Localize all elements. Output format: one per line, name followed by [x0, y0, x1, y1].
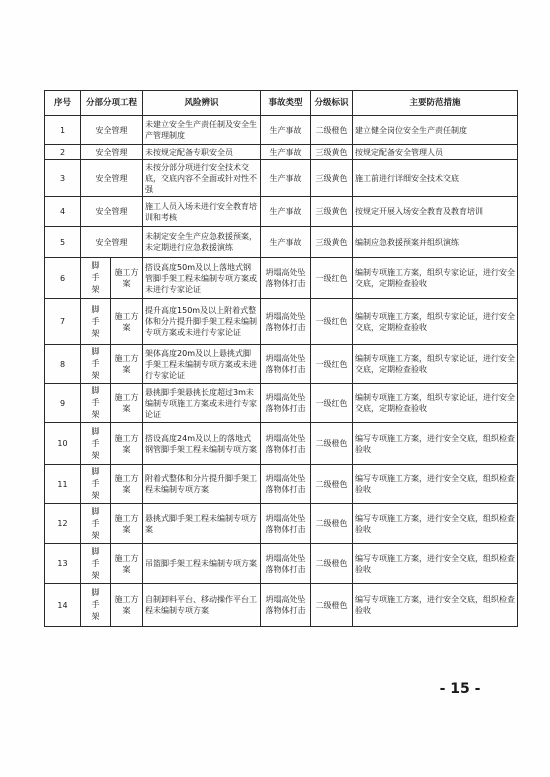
table-header-row: [45, 91, 518, 116]
serial-number-cell: 13: [45, 544, 81, 584]
risk-cell: 搭设高度24m及以上的落地式钢管脚手架工程未编制专项方案: [143, 423, 261, 465]
measure-cell: 编制应急救援预案并组织演练: [353, 227, 518, 258]
table-row: [45, 384, 518, 423]
table-row: [45, 116, 518, 145]
header-level-mark: 分级标识: [311, 91, 353, 116]
risk-table: [44, 90, 518, 627]
table-row: [45, 160, 518, 197]
category-cell: [81, 544, 111, 584]
project-cell: 安全管理: [81, 145, 143, 160]
accident-type-cell: 生产事故: [261, 160, 311, 197]
accident-type-cell: 坍塌高处坠落物体打击: [261, 504, 311, 544]
sub-project-cell: 施工方案: [111, 584, 143, 627]
measure-cell: 编写专项施工方案，进行安全交底，组织检查验收: [353, 544, 518, 584]
table-row: [45, 227, 518, 258]
accident-type-cell: 生产事故: [261, 227, 311, 258]
accident-type-cell: 坍塌高处坠落物体打击: [261, 423, 311, 465]
category-label: 脚 手 架: [91, 506, 100, 540]
risk-cell: 搭设高度50m及以上落地式钢管脚手架工程未编制专项方案或未进行专家论证: [143, 258, 261, 299]
risk-cell: 未建立安全生产责任制及安全生产管理制度: [143, 116, 261, 145]
category-label: 脚 手 架: [91, 426, 100, 460]
sub-project-cell: 施工方案: [111, 384, 143, 423]
serial-number-cell: 4: [45, 197, 81, 227]
sub-project-cell: 施工方案: [111, 345, 143, 384]
category-cell: [81, 299, 111, 345]
header-main-measures: 主要防范措施: [353, 91, 518, 116]
sub-project-cell: 施工方案: [111, 544, 143, 584]
measure-cell: 编写专项施工方案，进行安全交底，组织检查验收: [353, 465, 518, 504]
project-cell: 安全管理: [81, 197, 143, 227]
accident-type-cell: 生产事故: [261, 145, 311, 160]
accident-type-cell: 坍塌高处坠落物体打击: [261, 258, 311, 299]
table-row: [45, 345, 518, 384]
risk-cell: 提升高度150m及以上附着式整体和分片提升脚手架工程未编制专项方案或未进行专家论证: [143, 299, 261, 345]
level-cell: 三级黄色: [311, 160, 353, 197]
risk-cell: 未按规定配备专职安全员: [143, 145, 261, 160]
risk-cell: 吊篮脚手架工程未编制专项方案: [143, 544, 261, 584]
measure-cell: 按规定开展入场安全教育及教育培训: [353, 197, 518, 227]
category-label: 脚 手 架: [91, 347, 100, 380]
level-cell: 一级红色: [311, 258, 353, 299]
category-label: 脚 手 架: [91, 304, 100, 338]
level-cell: 二级橙色: [311, 504, 353, 544]
category-cell: [81, 465, 111, 504]
table-row: [45, 465, 518, 504]
risk-cell: 附着式整体和分片提升脚手架工程未编制专项方案: [143, 465, 261, 504]
sub-project-cell: 施工方案: [111, 465, 143, 504]
table-row: [45, 504, 518, 544]
accident-type-cell: 坍塌高处坠落物体打击: [261, 384, 311, 423]
project-cell: 安全管理: [81, 116, 143, 145]
project-cell: 安全管理: [81, 227, 143, 258]
serial-number-cell: 8: [45, 345, 81, 384]
measure-cell: 编制专项施工方案，组织专家论证，进行安全交底，定期检查验收: [353, 258, 518, 299]
measure-cell: 编制专项施工方案，组织专家论证，进行安全交底，定期检查验收: [353, 384, 518, 423]
measure-cell: 施工前进行详细安全技术交底: [353, 160, 518, 197]
level-cell: 二级橙色: [311, 423, 353, 465]
level-cell: 一级红色: [311, 384, 353, 423]
page-number: - 15 -: [439, 681, 481, 697]
serial-number-cell: 6: [45, 258, 81, 299]
category-cell: [81, 384, 111, 423]
category-label: 脚 手 架: [91, 386, 100, 419]
table-row: [45, 299, 518, 345]
sub-project-cell: 施工方案: [111, 423, 143, 465]
accident-type-cell: 生产事故: [261, 116, 311, 145]
sub-project-cell: 施工方案: [111, 258, 143, 299]
sub-project-cell: 施工方案: [111, 504, 143, 544]
accident-type-cell: 坍塌高处坠落物体打击: [261, 299, 311, 345]
category-cell: [81, 504, 111, 544]
risk-cell: 施工人员入场未进行安全教育培训和考核: [143, 197, 261, 227]
header-accident-type: 事故类型: [261, 91, 311, 116]
header-risk-identification: 风险辨识: [143, 91, 261, 116]
category-cell: [81, 345, 111, 384]
level-cell: 一级红色: [311, 299, 353, 345]
level-cell: 三级黄色: [311, 145, 353, 160]
serial-number-cell: 3: [45, 160, 81, 197]
level-cell: 二级橙色: [311, 116, 353, 145]
accident-type-cell: 生产事故: [261, 197, 311, 227]
risk-cell: 未按分部分项进行安全技术交底，交底内容不全面或针对性不强: [143, 160, 261, 197]
category-label: 脚 手 架: [91, 588, 100, 621]
risk-cell: 悬挑式脚手架工程未编制专项方案: [143, 504, 261, 544]
table-row: [45, 197, 518, 227]
serial-number-cell: 5: [45, 227, 81, 258]
risk-table-body: [45, 116, 518, 627]
accident-type-cell: 坍塌高处坠落物体打击: [261, 544, 311, 584]
measure-cell: 建立健全岗位安全生产责任制度: [353, 116, 518, 145]
category-cell: [81, 258, 111, 299]
level-cell: 二级橙色: [311, 584, 353, 627]
measure-cell: 编制专项施工方案，组织专家论证，进行安全交底，定期检查验收: [353, 299, 518, 345]
accident-type-cell: 坍塌高处坠落物体打击: [261, 465, 311, 504]
measure-cell: 按规定配备安全管理人员: [353, 145, 518, 160]
measure-cell: 编写专项施工方案，进行安全交底，组织检查验收: [353, 584, 518, 627]
accident-type-cell: 坍塌高处坠落物体打击: [261, 345, 311, 384]
project-cell: 安全管理: [81, 160, 143, 197]
measure-cell: 编写专项施工方案，进行安全交底，组织检查验收: [353, 504, 518, 544]
category-label: 脚 手 架: [91, 261, 100, 294]
measure-cell: 编写专项施工方案，进行安全交底，组织检查验收: [353, 423, 518, 465]
category-cell: [81, 584, 111, 627]
table-row: [45, 145, 518, 160]
level-cell: 一级红色: [311, 345, 353, 384]
table-row: [45, 544, 518, 584]
serial-number-cell: 2: [45, 145, 81, 160]
header-sub-project: 分部分项工程: [81, 91, 143, 116]
level-cell: 二级橙色: [311, 544, 353, 584]
risk-cell: 自制卸料平台、移动操作平台工程未编制专项方案: [143, 584, 261, 627]
serial-number-cell: 10: [45, 423, 81, 465]
risk-cell: 悬挑脚手架悬挑长度超过3m未编制专项施工方案或未进行专家论证: [143, 384, 261, 423]
serial-number-cell: 12: [45, 504, 81, 544]
table-row: [45, 423, 518, 465]
risk-cell: 架体高度20m及以上悬挑式脚手架工程未编制专项方案或未进行专家论证: [143, 345, 261, 384]
level-cell: 二级橙色: [311, 465, 353, 504]
level-cell: 三级黄色: [311, 197, 353, 227]
category-cell: [81, 423, 111, 465]
accident-type-cell: 坍塌高处坠落物体打击: [261, 584, 311, 627]
serial-number-cell: 11: [45, 465, 81, 504]
header-serial-number: 序号: [45, 91, 81, 116]
category-label: 脚 手 架: [91, 546, 100, 580]
category-label: 脚 手 架: [91, 467, 100, 500]
table-row: [45, 258, 518, 299]
level-cell: 三级黄色: [311, 227, 353, 258]
measure-cell: 编制专项施工方案，组织专家论证，进行安全交底，定期检查验收: [353, 345, 518, 384]
serial-number-cell: 7: [45, 299, 81, 345]
serial-number-cell: 9: [45, 384, 81, 423]
serial-number-cell: 14: [45, 584, 81, 627]
table-row: [45, 584, 518, 627]
serial-number-cell: 1: [45, 116, 81, 145]
sub-project-cell: 施工方案: [111, 299, 143, 345]
risk-cell: 未制定安全生产应急救援预案，未定期进行应急救援演练: [143, 227, 261, 258]
